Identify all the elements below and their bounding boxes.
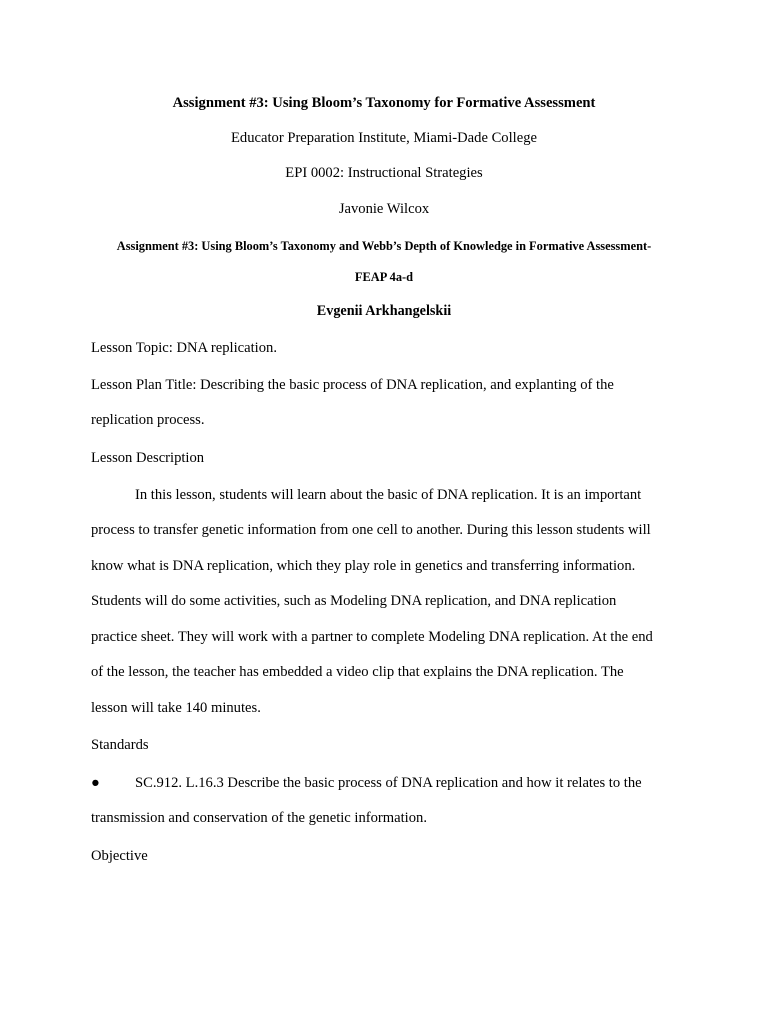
description-line-5: practice sheet. They will work with a partner to complete Modeling DNA replication. At the end <box>91 629 653 645</box>
description-line-3: know what is DNA replication, which they play role in genetics and transferring information. <box>91 558 636 574</box>
author-line: Javonie Wilcox <box>338 201 430 217</box>
subtitle-line-1: Assignment #3: Using Bloom’s Taxonomy and Webb’s Depth of Knowledge in Formative Assessment- <box>116 239 652 253</box>
standard-line-2: transmission and conservation of the genetic information. <box>91 810 427 826</box>
lesson-plan-title-line-2: replication process. <box>91 412 205 428</box>
assignment-title: Assignment #3: Using Bloom’s Taxonomy for Formative Assessment <box>172 95 596 111</box>
description-line-4: Students will do some activities, such as Modeling DNA replication, and DNA replication <box>91 593 617 609</box>
standards-heading: Standards <box>91 737 149 753</box>
description-line-1: In this lesson, students will learn about the basic of DNA replication. It is an important <box>135 487 642 503</box>
description-line-2: process to transfer genetic information from one cell to another. During this lesson students will <box>91 522 651 538</box>
standard-line-1: SC.912. L.16.3 Describe the basic process of DNA replication and how it relates to the <box>135 775 642 791</box>
objective-heading: Objective <box>91 848 148 864</box>
description-line-7: lesson will take 140 minutes. <box>91 700 261 716</box>
standard-bullet: ● <box>91 775 100 791</box>
course-line: EPI 0002: Instructional Strategies <box>285 165 483 181</box>
description-line-6: of the lesson, the teacher has embedded a video clip that explains the DNA replication. The <box>91 664 624 680</box>
lesson-topic: Lesson Topic: DNA replication. <box>91 340 277 356</box>
institution-line: Educator Preparation Institute, Miami-Dade College <box>231 130 537 146</box>
lesson-plan-title-line-1: Lesson Plan Title: Describing the basic process of DNA replication, and explanting of the <box>91 377 614 393</box>
second-author-line: Evgenii Arkhangelskii <box>316 303 452 319</box>
lesson-description-heading: Lesson Description <box>91 450 205 466</box>
subtitle-line-2: FEAP 4a-d <box>354 270 414 284</box>
